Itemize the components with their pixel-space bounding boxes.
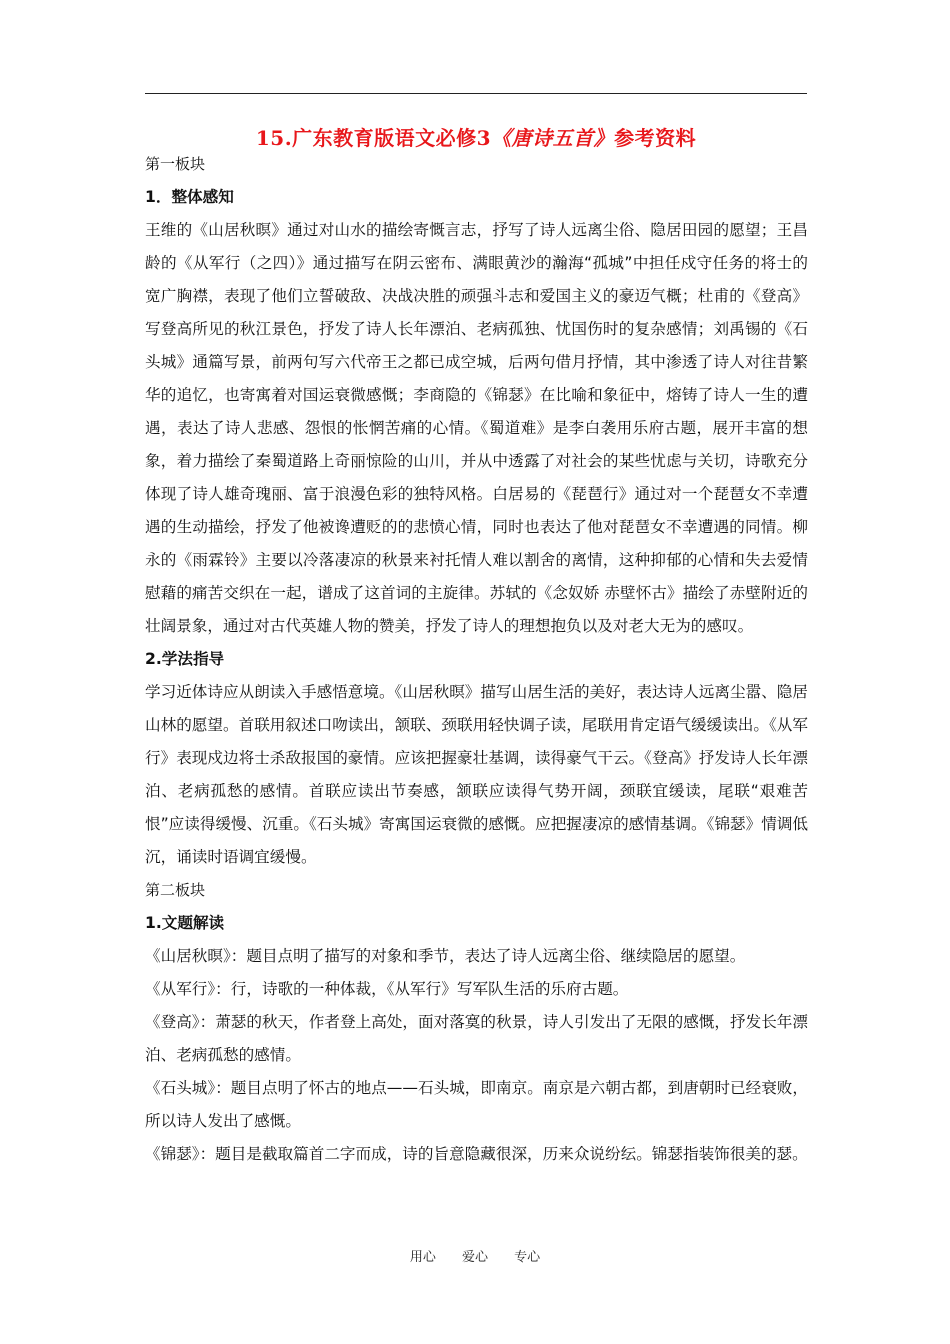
document-body — [145, 148, 808, 1171]
heading-overall-perception: 1．整体感知 — [145, 188, 234, 206]
paragraph-shanju-qiuming: 《山居秋暝》：题目点明了描写的对象和季节，表达了诗人远离尘俗、继续隐居的愿望。 — [145, 947, 746, 965]
heading-study-guide: 2.学法指导 — [145, 650, 225, 668]
paragraph-overall-perception: 王维的《山居秋暝》通过对山水的描绘寄慨言志，抒写了诗人远离尘俗、隐居田园的愿望；王昌龄的《从军行（之四）》通过描写在阴云密布、满眼黄沙的瀚海“孤城”中担任戍守任务的将士的宽广胸襟，表现了他们立誓破敌、决战决胜的顽强斗志和爱国主义的豪迈气概；杜甫的《登高》写登高所见的秋江景色，抒发了诗人长年漂泊、老病孤独、忧国伤时的复杂感情；刘禹锡的《石头城》通篇写景，前两句写六代帝王之都已成空城，后两句借月抒情，其中渗透了诗人对往昔繁华的追忆，也寄寓着对国运衰微感慨；李商隐的《锦瑟》在比喻和象征中，熔铸了诗人一生的遭遇，表达了诗人悲感、怨恨的怅惘苦痛的心情。《蜀道难》是李白袭用乐府古题，展开丰富的想象，着力描绘了秦蜀道路上奇丽惊险的山川，并从中透露了对社会的某些忧虑与关切，诗歌充分体现了诗人雄奇瑰丽、富于浪漫色彩的独特风格。白居易的《琵琶行》通过对一个琵琶女不幸遭遇的生动描绘，抒发了他被谗遭贬的的悲愤心情，同时也表达了他对琵琶女不幸遭遇的同情。柳永的《雨霖铃》主要以冷落凄凉的秋景来衬托情人难以割舍的离情，这种抑郁的心情和失去爱情慰藉的痛苦交织在一起，谱成了这首词的主旋律。苏轼的《念奴娇 赤壁怀古》描绘了赤壁附近的壮阔景象，通过对古代英雄人物的赞美，抒发了诗人的理想抱负以及对老大无为的感叹。 — [145, 221, 808, 635]
title-prefix: 15.广东教育版语文必修3 — [255, 126, 492, 150]
title-suffix: 参考资料 — [614, 126, 697, 150]
paragraph-shitoucheng: 《石头城》：题目点明了怀古的地点——石头城，即南京。南京是六朝古都，到唐朝时已经衰败，所以诗人发出了感慨。 — [145, 1079, 808, 1130]
header-rule — [145, 93, 807, 94]
paragraph-jinse: 《锦瑟》：题目是截取篇首二字而成，诗的旨意隐藏很深，历来众说纷纭。锦瑟指装饰很美的瑟。 — [145, 1145, 808, 1163]
paragraph-study-guide: 学习近体诗应从朗读入手感悟意境。《山居秋暝》描写山居生活的美好，表达诗人远离尘嚣、隐居山林的愿望。首联用叙述口吻读出，颔联、颈联用轻快调子读，尾联用肯定语气缓缓读出。《从军行》表现戍边将士杀敌报国的豪情。应该把握豪壮基调，读得豪气干云。《登高》抒发诗人长年漂泊、老病孤愁的感情。首联应读出节奏感，颔联应读得气势开阔，颈联宜缓读，尾联“艰难苦恨”应读得缓慢、沉重。《石头城》寄寓国运衰微的感慨。应把握凄凉的感情基调。《锦瑟》情调低沉，诵读时语调宜缓慢。 — [145, 683, 809, 866]
paragraph-congjunxing: 《从军行》：行，诗歌的一种体裁，《从军行》写军队生活的乐府古题。 — [145, 980, 629, 998]
page-footer: 用心 爱心 专心 — [409, 1250, 541, 1265]
section-label-2: 第二板块 — [145, 881, 206, 899]
heading-title-interpretation: 1.文题解读 — [145, 914, 225, 932]
section-label-1: 第一板块 — [145, 155, 206, 173]
paragraph-denggao: 《登高》：萧瑟的秋天，作者登上高处，面对落寞的秋景，诗人引发出了无限的感慨，抒发长年漂泊、老病孤愁的感情。 — [145, 1013, 808, 1064]
title-book: 《唐诗五首》 — [491, 126, 615, 150]
